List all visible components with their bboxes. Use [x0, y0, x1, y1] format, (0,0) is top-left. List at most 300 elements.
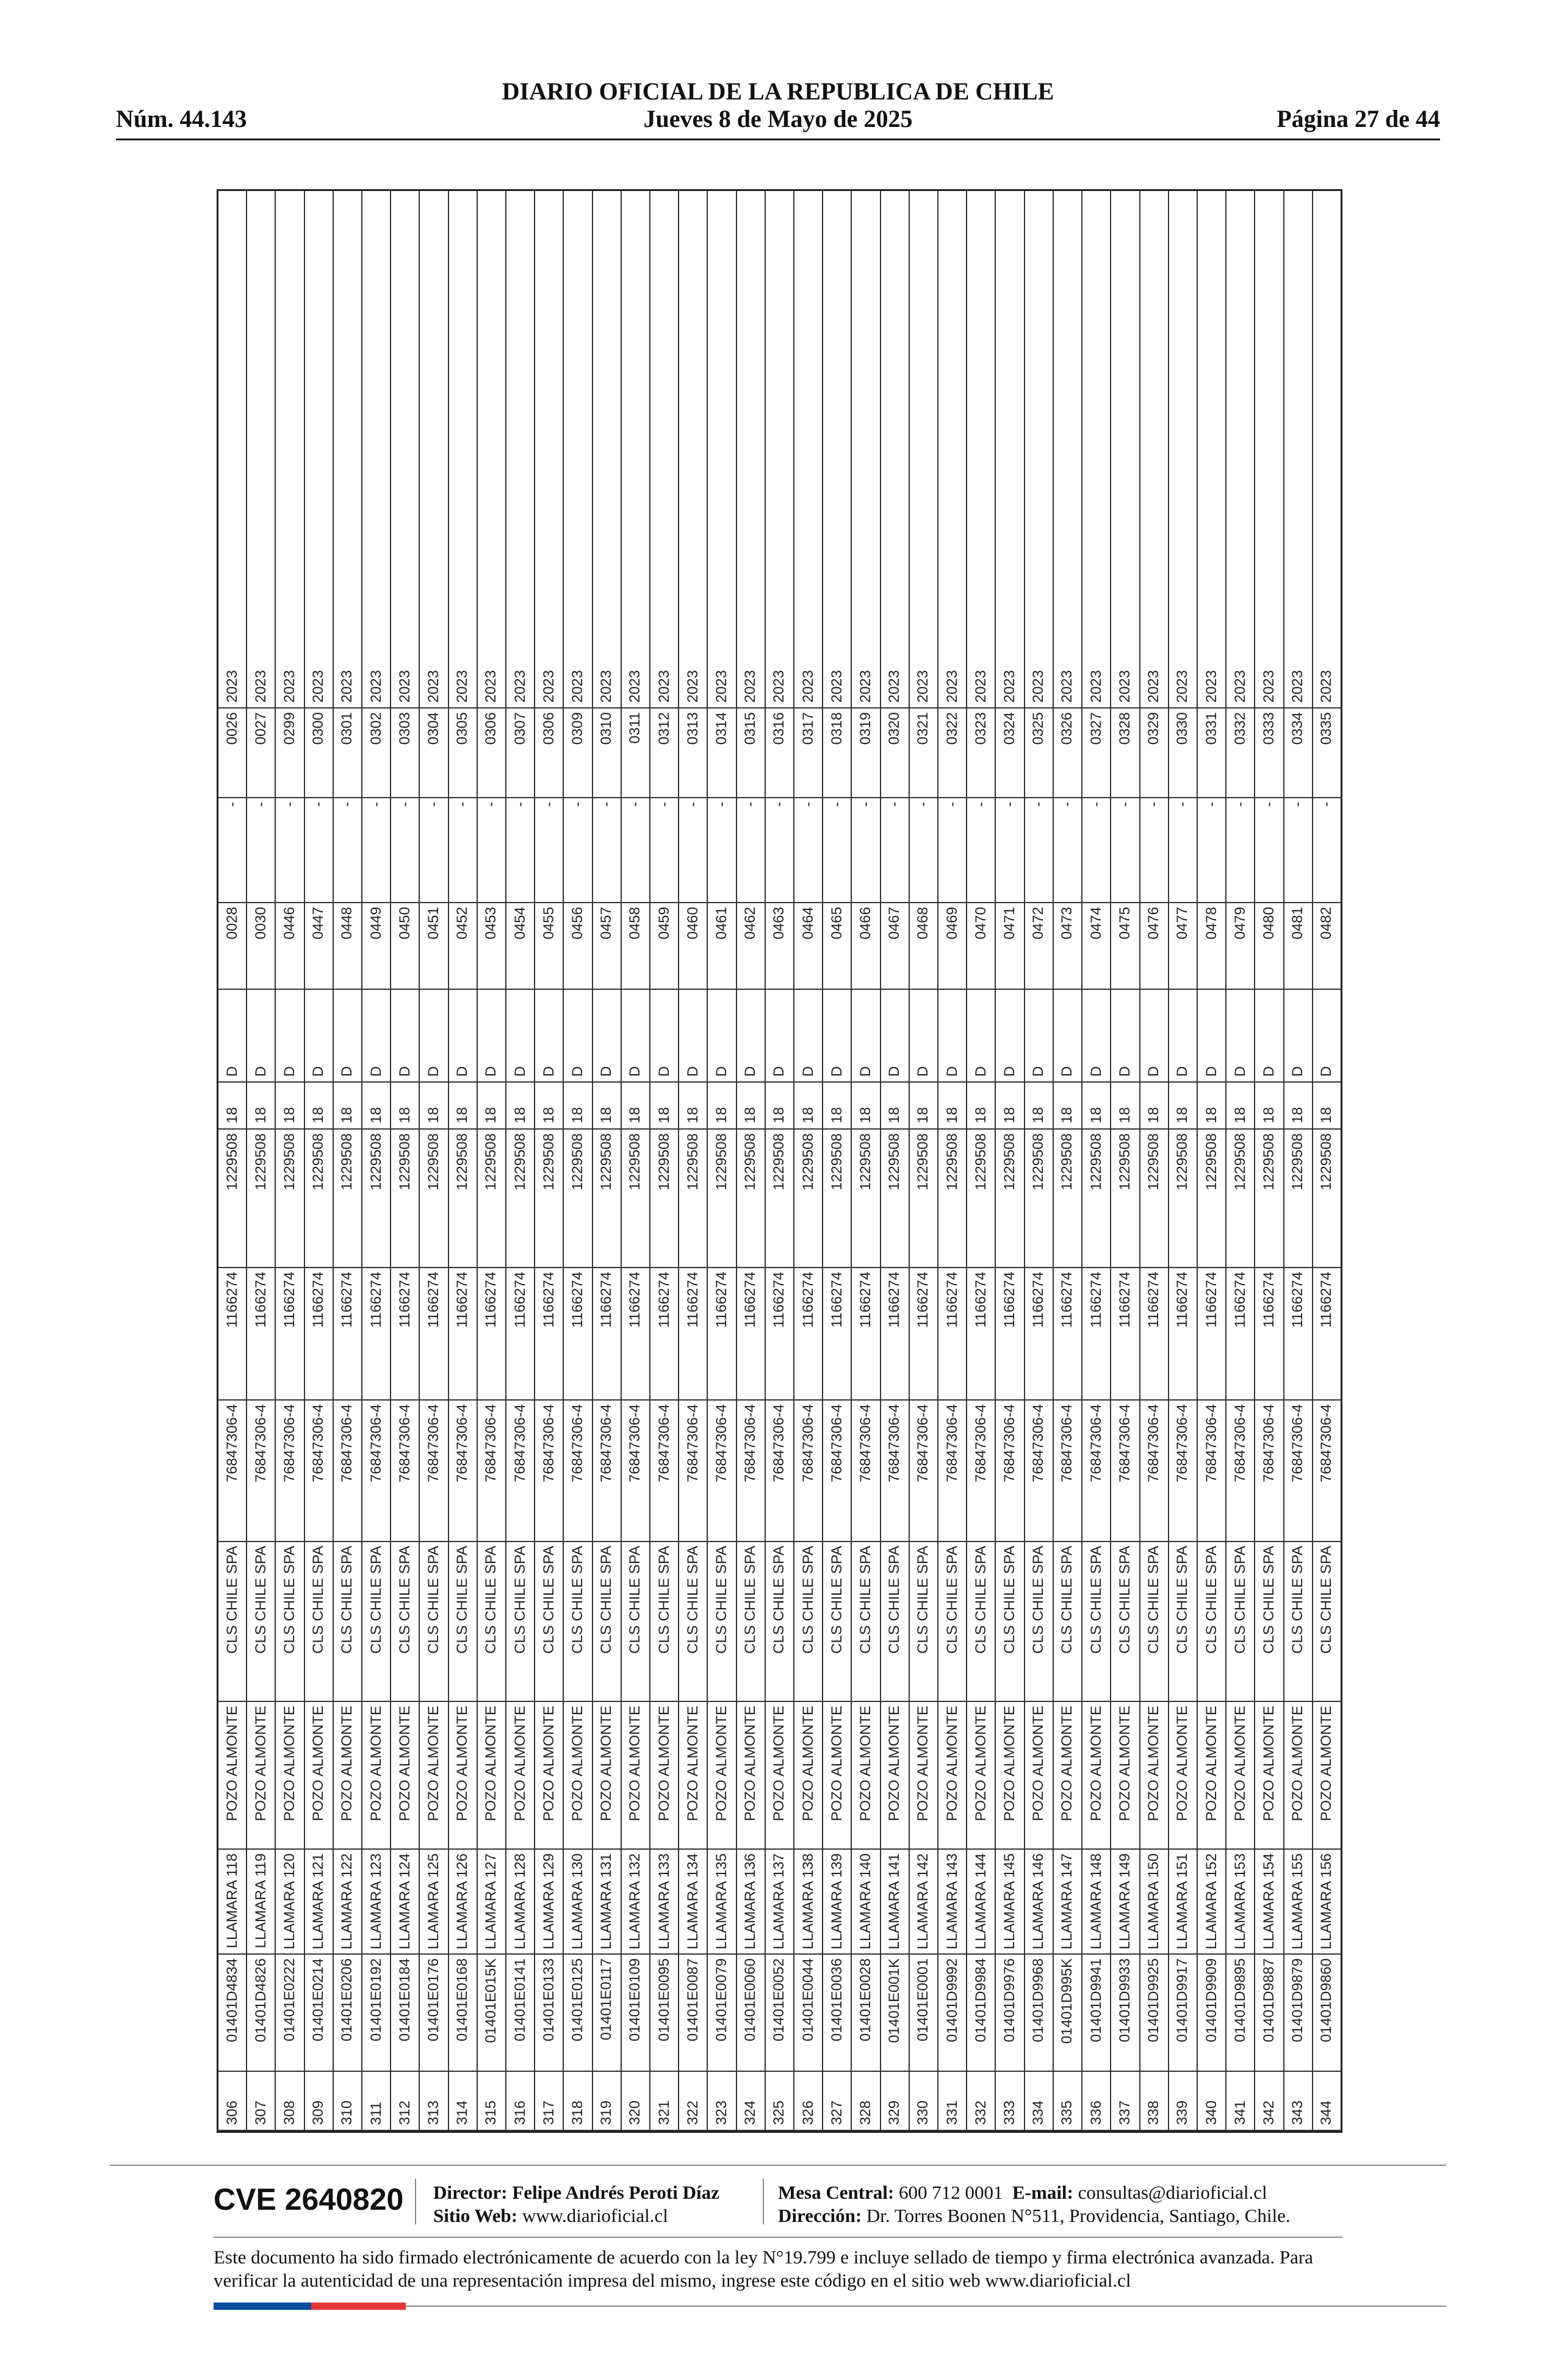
table-cell [852, 709, 879, 798]
table-cell [506, 709, 534, 798]
table-cell [938, 709, 966, 798]
table-cell [362, 1401, 390, 1542]
table-cell [1169, 1955, 1197, 2072]
cell-text: CLS CHILE SPA [511, 1546, 528, 1654]
table-cell [564, 903, 591, 990]
cell-text: 1166274 [1260, 1272, 1277, 1328]
cell-text: 2023 [454, 669, 471, 702]
table-cell [737, 1083, 765, 1130]
cell-text: 18 [771, 1107, 788, 1123]
table-cell [938, 1955, 966, 2072]
table-cell [996, 990, 1023, 1083]
table-cell [247, 1130, 275, 1268]
cell-text: 0457 [598, 907, 615, 940]
cell-text: LLAMARA 149 [1116, 1853, 1133, 1950]
table-cell [1111, 1083, 1139, 1130]
cell-text: 0320 [886, 712, 903, 745]
table-cell [1082, 1130, 1110, 1268]
table-cell [449, 903, 477, 990]
cell-text: CLS CHILE SPA [742, 1546, 759, 1654]
table-cell [1284, 1401, 1312, 1542]
cell-text: 1229508 [684, 1133, 701, 1191]
table-cell [1054, 1955, 1081, 2072]
cell-text: 2023 [396, 669, 413, 702]
table-cell [593, 1542, 621, 1702]
table-cell [1054, 2072, 1081, 2131]
cell-text: 343 [1289, 2100, 1306, 2125]
table-cell [1226, 1083, 1254, 1130]
cell-text: 2023 [828, 669, 845, 702]
cell-text: CLS CHILE SPA [1203, 1546, 1220, 1654]
table-cell [506, 1268, 534, 1401]
table-cell [766, 1542, 793, 1702]
table-cell [938, 798, 966, 903]
table-row [535, 191, 564, 2131]
table-cell [650, 1083, 678, 1130]
cell-text: POZO ALMONTE [857, 1706, 874, 1822]
table-cell [766, 903, 793, 990]
cell-text: POZO ALMONTE [425, 1706, 442, 1822]
table-cell [1140, 191, 1168, 709]
table-cell [1140, 798, 1168, 903]
cell-text: 18 [1087, 1107, 1104, 1123]
cell-text: D [828, 1066, 845, 1076]
table-cell [449, 1702, 477, 1850]
cell-text: 0324 [1001, 712, 1018, 745]
table-cell [737, 1702, 765, 1850]
cell-text: 76847306-4 [1231, 1404, 1248, 1483]
email-link[interactable]: consultas@diarioficial.cl [1078, 2182, 1267, 2203]
cell-text: D [1203, 1066, 1220, 1076]
table-row [996, 191, 1025, 2131]
cell-text: 323 [713, 2100, 730, 2125]
table-cell [967, 1130, 995, 1268]
cell-text: CLS CHILE SPA [972, 1546, 989, 1654]
table-cell [391, 1702, 419, 1850]
table-cell [478, 1268, 505, 1401]
table-cell [1054, 1850, 1081, 1955]
table-cell [1313, 990, 1341, 1083]
cell-text: POZO ALMONTE [828, 1706, 845, 1822]
table-cell [1198, 903, 1225, 990]
cell-text: LLAMARA 146 [1030, 1853, 1047, 1950]
cell-text: - [1087, 802, 1104, 807]
cell-text: 0309 [569, 712, 586, 745]
cell-text: LLAMARA 151 [1174, 1853, 1191, 1950]
table-cell [391, 990, 419, 1083]
table-cell [1255, 1268, 1283, 1401]
cell-text: D [915, 1066, 932, 1076]
table-cell [1313, 1702, 1341, 1850]
table-cell [1255, 1130, 1283, 1268]
table-cell [1111, 2072, 1139, 2131]
cell-text: LLAMARA 127 [483, 1853, 500, 1950]
table-cell [564, 2072, 591, 2131]
cell-text: 0317 [799, 712, 816, 745]
table-cell [938, 1083, 966, 1130]
cell-text: 76847306-4 [742, 1404, 759, 1483]
table-cell [564, 1268, 591, 1401]
cell-text: 0335 [1318, 712, 1335, 745]
table-cell [391, 2072, 419, 2131]
cell-text: POZO ALMONTE [540, 1706, 557, 1822]
cell-text: 01401E0141 [511, 1958, 528, 2042]
table-cell [1313, 1955, 1341, 2072]
cell-text: - [828, 802, 845, 807]
table-cell [1054, 1542, 1081, 1702]
cell-text: D [1087, 1066, 1104, 1076]
table-row [305, 191, 334, 2131]
cell-text: 0482 [1318, 907, 1335, 940]
table-cell [593, 1130, 621, 1268]
cell-text: 1229508 [454, 1133, 471, 1191]
cell-text: - [1145, 802, 1162, 807]
table-cell [1198, 798, 1225, 903]
director-block [433, 2181, 719, 2227]
table-cell [967, 709, 995, 798]
table-cell [1054, 1702, 1081, 1850]
cell-text: 01401D9879 [1289, 1958, 1306, 2043]
table-cell [1255, 990, 1283, 1083]
cell-text: 1166274 [339, 1272, 356, 1328]
cell-text: LLAMARA 118 [223, 1853, 240, 1949]
table-cell [708, 1850, 735, 1955]
table-row [852, 191, 881, 2131]
cell-text: 0322 [943, 712, 960, 745]
cell-text: LLAMARA 133 [655, 1853, 672, 1950]
table-cell [766, 1850, 793, 1955]
cell-text: 18 [1145, 1107, 1162, 1123]
table-cell [823, 1130, 851, 1268]
cell-text: 01401D9941 [1087, 1958, 1104, 2043]
footer-band-line [406, 2306, 1446, 2307]
cell-text: 76847306-4 [1289, 1404, 1306, 1483]
cell-text: 1166274 [223, 1272, 240, 1328]
table-cell [334, 990, 361, 1083]
table-cell [535, 990, 563, 1083]
cell-text: 18 [281, 1107, 298, 1123]
table-cell [478, 1850, 505, 1955]
table-cell [910, 1401, 937, 1542]
table-cell [1140, 1955, 1168, 2072]
phone-number: 600 712 0001 [899, 2182, 1003, 2203]
table-cell [881, 990, 909, 1083]
table-cell [794, 709, 822, 798]
cell-text: 01401E0060 [742, 1958, 759, 2042]
table-cell [679, 1130, 707, 1268]
cell-text: 341 [1231, 2100, 1248, 2125]
cell-text: 322 [684, 2100, 701, 2125]
table-cell [1226, 798, 1254, 903]
table-cell [1025, 1702, 1053, 1850]
table-row [737, 191, 766, 2131]
cell-text: D [1116, 1066, 1133, 1076]
cell-text: 2023 [857, 669, 874, 702]
table-cell [449, 1850, 477, 1955]
cell-text: POZO ALMONTE [915, 1706, 932, 1822]
table-cell [218, 1083, 246, 1130]
cell-text: 01401E0184 [396, 1958, 413, 2042]
table-cell [967, 1401, 995, 1542]
table-cell [218, 1268, 246, 1401]
cell-text: 1229508 [655, 1133, 672, 1191]
cell-text: 0481 [1289, 907, 1306, 940]
table-cell [218, 1955, 246, 2072]
cell-text: 339 [1174, 2100, 1191, 2125]
cell-text: 18 [799, 1107, 816, 1123]
table-cell [794, 2072, 822, 2131]
cell-text: - [1059, 802, 1076, 807]
table-cell [1082, 709, 1110, 798]
flag-band-red [311, 2302, 406, 2310]
cell-text: 1166274 [540, 1272, 557, 1328]
cell-text: 01401D9909 [1203, 1958, 1220, 2043]
cell-text: CLS CHILE SPA [1289, 1546, 1306, 1654]
cell-text: 76847306-4 [339, 1404, 356, 1483]
cell-text: 1229508 [915, 1133, 932, 1191]
cell-text: 76847306-4 [1260, 1404, 1277, 1483]
table-cell [881, 1542, 909, 1702]
footer-rule [110, 2165, 1446, 2166]
cell-text: 76847306-4 [713, 1404, 730, 1483]
table-cell [881, 1850, 909, 1955]
cell-text: 1166274 [1289, 1272, 1306, 1328]
table-cell [996, 1268, 1023, 1401]
cell-text: 328 [857, 2100, 874, 2125]
table-cell [679, 903, 707, 990]
table-cell [564, 1130, 591, 1268]
table-cell [593, 1702, 621, 1850]
table-cell [1169, 1401, 1197, 1542]
cell-text: 76847306-4 [886, 1404, 903, 1483]
cell-text: 1166274 [1231, 1272, 1248, 1328]
cell-text: 0458 [627, 907, 644, 940]
table-cell [910, 1542, 937, 1702]
table-cell [420, 990, 447, 1083]
table-cell [1313, 191, 1341, 709]
table-cell [1313, 709, 1341, 798]
table-cell [1284, 798, 1312, 903]
website-label: Sitio Web: [433, 2205, 518, 2226]
website-link[interactable]: www.diarioficial.cl [522, 2205, 668, 2226]
table-cell [650, 990, 678, 1083]
table-cell [478, 903, 505, 990]
cell-text: 0030 [252, 907, 269, 940]
table-cell [1226, 1702, 1254, 1850]
cell-text: 312 [396, 2100, 413, 2125]
table-cell [938, 1130, 966, 1268]
table-cell [593, 1850, 621, 1955]
table-cell [938, 1542, 966, 1702]
cell-text: 01401D995K [1059, 1958, 1076, 2044]
cell-text: 1166274 [655, 1272, 672, 1328]
table-cell [449, 1542, 477, 1702]
table-row [506, 191, 535, 2131]
publication-title: DIARIO OFICIAL DE LA REPUBLICA DE CHILE [502, 78, 1054, 105]
cell-text: 1166274 [1087, 1272, 1104, 1328]
cell-text: 1166274 [252, 1272, 269, 1328]
cell-text: POZO ALMONTE [1174, 1706, 1191, 1822]
cell-text: - [339, 802, 356, 807]
cell-text: 2023 [252, 669, 269, 702]
cell-text: - [799, 802, 816, 807]
cell-text: 76847306-4 [511, 1404, 528, 1483]
table-cell [794, 903, 822, 990]
table-cell [737, 1850, 765, 1955]
table-cell [478, 1401, 505, 1542]
cell-text: 0299 [281, 712, 298, 745]
cell-text: POZO ALMONTE [598, 1706, 615, 1822]
cell-text: 76847306-4 [483, 1404, 500, 1483]
cell-text: 334 [1030, 2100, 1047, 2125]
table-cell [766, 2072, 793, 2131]
cell-text: 2023 [915, 669, 932, 702]
table-cell [823, 1401, 851, 1542]
cell-text: 76847306-4 [223, 1404, 240, 1483]
table-cell [1284, 1850, 1312, 1955]
cell-text: LLAMARA 137 [771, 1853, 788, 1950]
table-cell [1111, 1702, 1139, 1850]
cell-text: 18 [742, 1107, 759, 1123]
table-cell [622, 1130, 649, 1268]
cell-text: CLS CHILE SPA [799, 1546, 816, 1654]
cell-text: 76847306-4 [1203, 1404, 1220, 1483]
cell-text: 18 [1231, 1107, 1248, 1123]
cell-text: 0452 [454, 907, 471, 940]
cell-text: POZO ALMONTE [281, 1706, 298, 1822]
table-cell [622, 2072, 649, 2131]
cell-text: LLAMARA 152 [1203, 1853, 1220, 1950]
cell-text: CLS CHILE SPA [396, 1546, 413, 1654]
cell-text: 330 [915, 2100, 932, 2125]
table-cell [650, 709, 678, 798]
table-row [593, 191, 622, 2131]
table-cell [564, 990, 591, 1083]
cell-text: CLS CHILE SPA [771, 1546, 788, 1654]
cell-text: - [454, 802, 471, 807]
cell-text: 0331 [1203, 712, 1220, 745]
cell-text: 01401E0125 [569, 1958, 586, 2042]
cell-text: POZO ALMONTE [1260, 1706, 1277, 1822]
cell-text: POZO ALMONTE [1318, 1706, 1335, 1822]
cell-text: 1229508 [857, 1133, 874, 1191]
table-cell [449, 798, 477, 903]
table-cell [1198, 990, 1225, 1083]
cell-text: 2023 [223, 669, 240, 702]
table-cell [910, 990, 937, 1083]
cell-text: LLAMARA 126 [454, 1853, 471, 1950]
table-cell [1313, 1083, 1341, 1130]
table-row [650, 191, 679, 2131]
table-cell [650, 1955, 678, 2072]
table-cell [1054, 1130, 1081, 1268]
cell-text: 76847306-4 [396, 1404, 413, 1483]
cell-text: 76847306-4 [1174, 1404, 1191, 1483]
cell-text: 1229508 [943, 1133, 960, 1191]
cell-text: D [713, 1066, 730, 1076]
table-cell [334, 1702, 361, 1850]
table-cell [1226, 709, 1254, 798]
cell-text: LLAMARA 120 [281, 1853, 298, 1950]
table-cell [334, 903, 361, 990]
table-cell [1313, 1268, 1341, 1401]
cell-text: 76847306-4 [454, 1404, 471, 1483]
cell-text: 01401D9968 [1030, 1958, 1047, 2043]
table-cell [708, 1083, 735, 1130]
cell-text: D [655, 1066, 672, 1076]
table-cell [967, 1955, 995, 2072]
table-row [362, 191, 391, 2131]
table-cell [449, 191, 477, 709]
cell-text: 0470 [972, 907, 989, 940]
cell-text: 01401D4834 [223, 1958, 240, 2043]
table-cell [938, 1702, 966, 1850]
table-cell [852, 1083, 879, 1130]
table-cell [996, 903, 1023, 990]
table-cell [1111, 1401, 1139, 1542]
table-cell [564, 1850, 591, 1955]
cell-text: 0479 [1231, 907, 1248, 940]
table-cell [593, 1083, 621, 1130]
table-cell [852, 903, 879, 990]
table-cell [420, 903, 447, 990]
cell-text: 2023 [511, 669, 528, 702]
table-cell [276, 1268, 303, 1401]
table-cell [910, 709, 937, 798]
table-cell [305, 1955, 333, 2072]
cell-text: 1229508 [1174, 1133, 1191, 1191]
table-cell [305, 1702, 333, 1850]
cell-text: POZO ALMONTE [1087, 1706, 1104, 1822]
table-row [247, 191, 276, 2131]
table-cell [478, 191, 505, 709]
table-cell [449, 990, 477, 1083]
table-cell [708, 1955, 735, 2072]
table-cell [823, 709, 851, 798]
table-row [478, 191, 506, 2131]
table-cell [708, 798, 735, 903]
cell-text: 2023 [771, 669, 788, 702]
table-row [823, 191, 852, 2131]
table-cell [1054, 798, 1081, 903]
cell-text: 0469 [943, 907, 960, 940]
table-cell [1111, 1850, 1139, 1955]
table-cell [1255, 1955, 1283, 2072]
cell-text: 76847306-4 [771, 1404, 788, 1483]
table-cell [305, 798, 333, 903]
table-cell [420, 798, 447, 903]
cell-text: POZO ALMONTE [511, 1706, 528, 1822]
table-cell [1255, 903, 1283, 990]
cell-text: 76847306-4 [1116, 1404, 1133, 1483]
table-cell [305, 191, 333, 709]
cell-text: LLAMARA 148 [1087, 1853, 1104, 1950]
table-cell [823, 1083, 851, 1130]
cell-text: - [713, 802, 730, 807]
table-row [449, 191, 478, 2131]
table-row [564, 191, 593, 2131]
table-cell [218, 990, 246, 1083]
table-cell [622, 990, 649, 1083]
table-cell [1284, 709, 1312, 798]
table-cell [1255, 1850, 1283, 1955]
table-cell [391, 1542, 419, 1702]
table-cell [1169, 1130, 1197, 1268]
cell-text: 0326 [1059, 712, 1076, 745]
cell-text: CLS CHILE SPA [569, 1546, 586, 1654]
table-cell [737, 1542, 765, 1702]
cell-text: D [454, 1066, 471, 1076]
